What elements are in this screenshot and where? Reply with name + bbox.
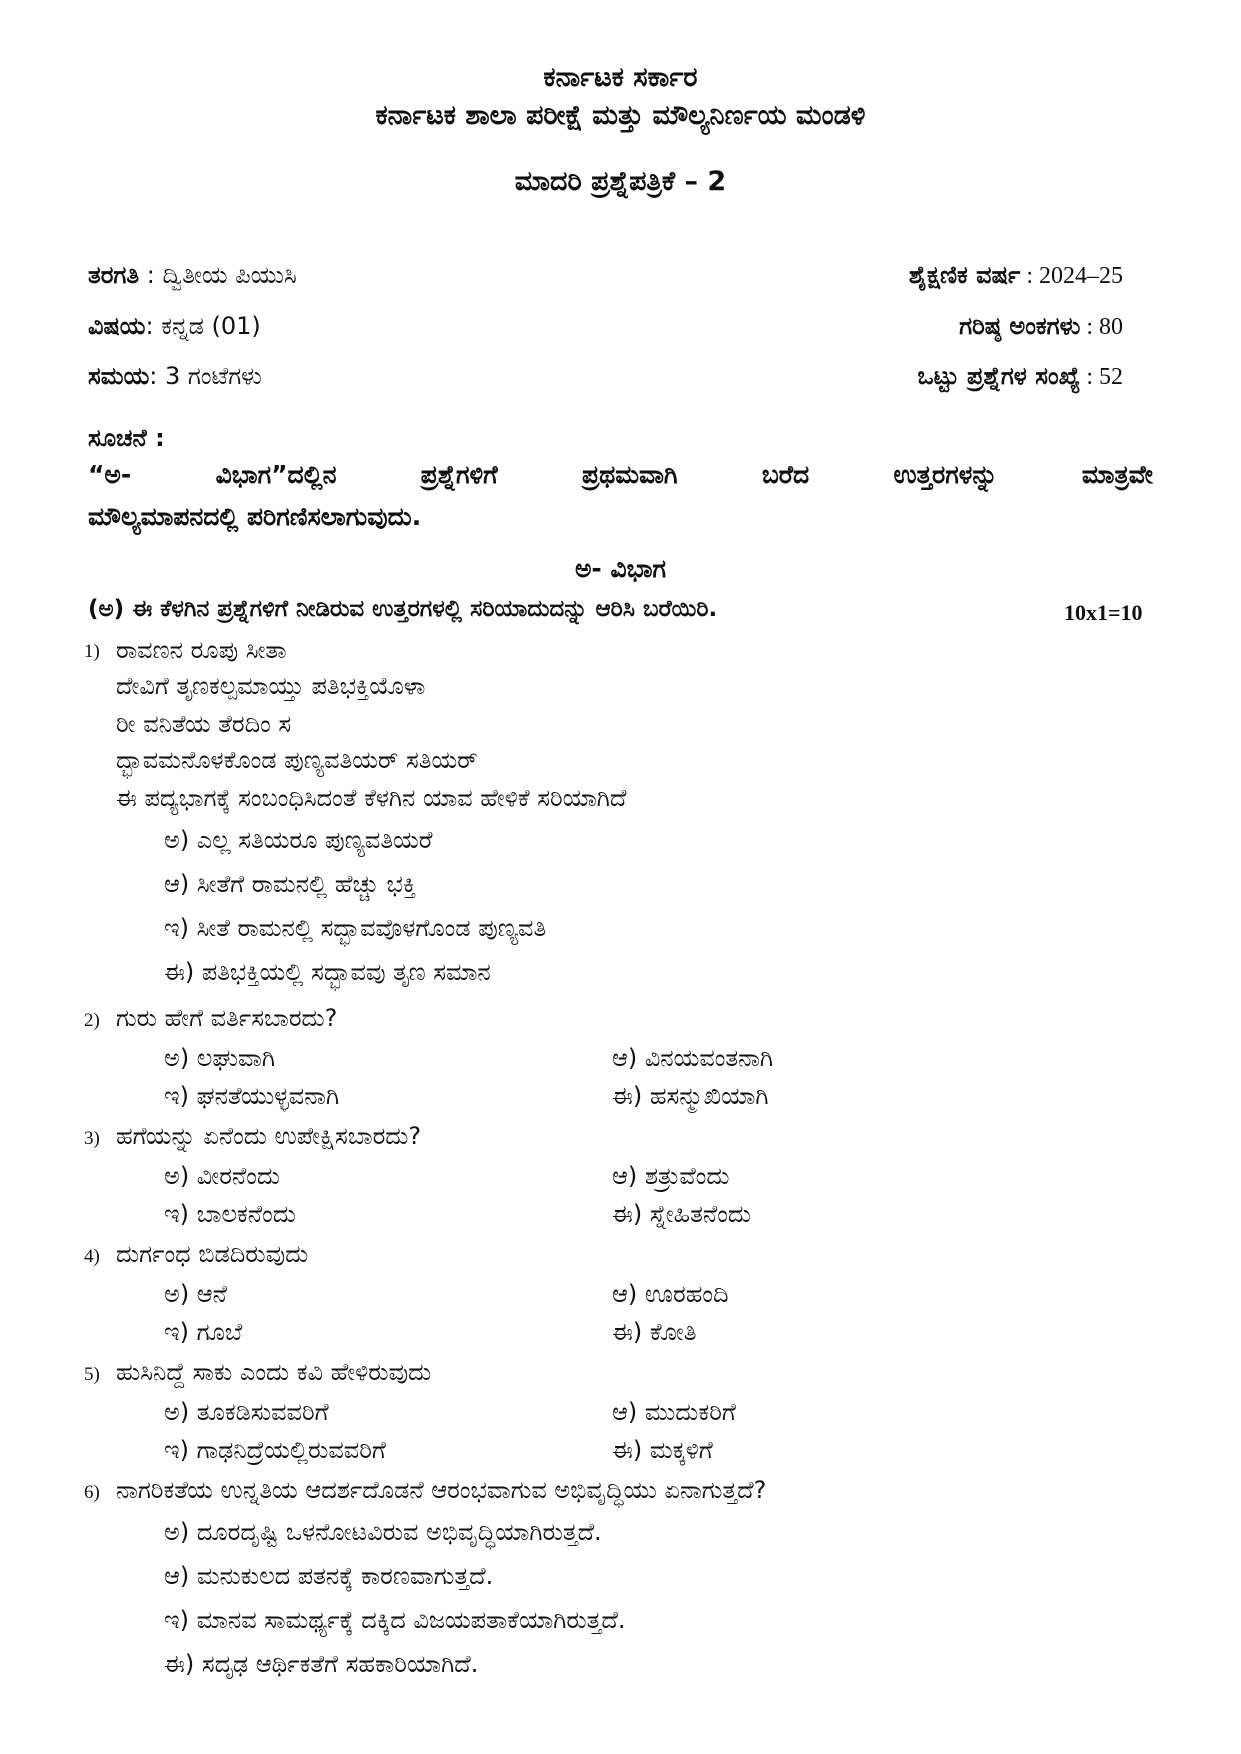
option-a: ಅ) ದೂರದೃಷ್ಟಿ ಒಳನೋಟವಿರುವ ಅಭಿವೃದ್ಧಿಯಾಗಿರುತ್ತದೆ. bbox=[164, 1518, 602, 1546]
option-d: ಈ) ಸದೃಢ ಆರ್ಥಿಕತೆಗೆ ಸಹಕಾರಿಯಾಗಿದೆ. bbox=[164, 1650, 479, 1678]
question-text-line: ರಾವಣನ ರೂಪು ಸೀತಾ bbox=[116, 636, 287, 664]
question-text-line: ರೀ ವನಿತೆಯ ತೆರದಿಂ ಸ bbox=[116, 710, 292, 738]
question-number: 2) bbox=[84, 1010, 100, 1031]
question-number: 6) bbox=[84, 1482, 100, 1503]
option-c: ಇ) ಗಾಢನಿದ್ರೆಯಲ್ಲಿರುವವರಿಗೆ bbox=[164, 1436, 386, 1464]
question-text: ಹುಸಿನಿದ್ದೆ ಸಾಕು ಎಂದು ಕವಿ ಹೇಳಿರುವುದು bbox=[116, 1358, 432, 1386]
option-d: ಈ) ಸ್ನೇಹಿತನೆಂದು bbox=[612, 1200, 751, 1228]
option-b: ಆ) ಮನುಕುಲದ ಪತನಕ್ಕೆ ಕಾರಣವಾಗುತ್ತದೆ. bbox=[164, 1562, 494, 1590]
section-marks: 10x1=10 bbox=[1064, 600, 1143, 625]
question-number: 5) bbox=[84, 1364, 100, 1385]
option-b: ಆ) ವಿನಯವಂತನಾಗಿ bbox=[612, 1044, 774, 1072]
option-b: ಆ) ಊರಹಂದಿ bbox=[612, 1280, 729, 1308]
year-info bbox=[909, 261, 1123, 290]
option-c: ಇ) ಬಾಲಕನೆಂದು bbox=[164, 1200, 296, 1228]
option-a: ಅ) ಎಲ್ಲ ಸತಿಯರೂ ಪುಣ್ಯವತಿಯರೆ bbox=[164, 826, 433, 854]
notice-line-1: “ಅ- ವಿಭಾಗ”ದಲ್ಲಿನ ಪ್ರಶ್ನೆಗಳಿಗೆ ಪ್ರಥಮವಾಗಿ ಬರೆದ ಉತ್ತರಗಳನ್ನು ಮಾತ್ರವೇ bbox=[88, 460, 1153, 489]
year-value: : 2024–25 bbox=[1020, 263, 1123, 289]
paper-title: ಮಾದರಿ ಪ್ರಶ್ನೆಪತ್ರಿಕೆ – 2 bbox=[514, 166, 727, 197]
option-a: ಅ) ಲಘುವಾಗಿ bbox=[164, 1044, 276, 1072]
year-label: ಶೈಕ್ಷಣಿಕ ವರ್ಷ bbox=[908, 261, 1021, 289]
option-b: ಆ) ಸೀತೆಗೆ ರಾಮನಲ್ಲಿ ಹೆಚ್ಚು ಭಕ್ತಿ bbox=[164, 870, 417, 898]
option-d: ಈ) ಕೋತಿ bbox=[612, 1318, 697, 1346]
total-questions-info bbox=[918, 362, 1123, 391]
subject-value: : ಕನ್ನಡ (01) bbox=[145, 312, 261, 340]
question-text-line: ಈ ಪದ್ಯಭಾಗಕ್ಕೆ ಸಂಬಂಧಿಸಿದಂತೆ ಕೆಳಗಿನ ಯಾವ ಹೇಳಿಕೆ ಸರಿಯಾಗಿದೆ bbox=[116, 784, 627, 812]
option-d: ಈ) ಪತಿಭಕ್ತಿಯಲ್ಲಿ ಸದ್ಭಾವವು ತೃಣ ಸಮಾನ bbox=[164, 958, 491, 986]
class-info bbox=[88, 261, 297, 289]
subject-label: ವಿಷಯ bbox=[88, 312, 146, 340]
question-text-line: ದ್ಭಾವಮನೊಳಕೊಂಡ ಪುಣ್ಯವತಿಯರ್ ಸತಿಯರ್ bbox=[116, 746, 478, 774]
question-text: ಗುರು ಹೇಗೆ ವರ್ತಿಸಬಾರದು? bbox=[116, 1004, 338, 1032]
section-instruction: (ಅ) ಈ ಕೆಳಗಿನ ಪ್ರಶ್ನೆಗಳಿಗೆ ನೀಡಿರುವ ಉತ್ತರಗಳಲ್ಲಿ ಸರಿಯಾದುದನ್ನು ಆರಿಸಿ ಬರೆಯಿರಿ. bbox=[88, 596, 718, 622]
option-c: ಇ) ಘನತೆಯುಳ್ಳವನಾಗಿ bbox=[164, 1082, 340, 1110]
question-number: 3) bbox=[84, 1128, 100, 1149]
class-value: : ದ್ವಿತೀಯ ಪಿಯುಸಿ bbox=[139, 261, 297, 289]
class-label: ತರಗತಿ bbox=[88, 261, 140, 289]
option-c: ಇ) ಮಾನವ ಸಾಮರ್ಥ್ಯಕ್ಕೆ ದಕ್ಕಿದ ವಿಜಯಪತಾಕೆಯಾಗಿರುತ್ತದೆ. bbox=[164, 1606, 626, 1634]
subject-info bbox=[88, 312, 261, 340]
total-questions-value: : 52 bbox=[1080, 364, 1123, 390]
option-c: ಇ) ಸೀತೆ ರಾಮನಲ್ಲಿ ಸದ್ಭಾವವೊಳಗೊಂಡ ಪುಣ್ಯವತಿ bbox=[164, 914, 547, 942]
notice-line-2: ಮೌಲ್ಯಮಾಪನದಲ್ಲಿ ಪರಿಗಣಿಸಲಾಗುವುದು. bbox=[88, 502, 422, 531]
option-a: ಅ) ತೂಕಡಿಸುವವರಿಗೆ bbox=[164, 1398, 329, 1426]
board-title: ಕರ್ನಾಟಕ ಶಾಲಾ ಪರೀಕ್ಷೆ ಮತ್ತು ಮೌಲ್ಯನಿರ್ಣಯ ಮಂಡಳಿ bbox=[375, 100, 866, 131]
option-d: ಈ) ಮಕ್ಕಳಿಗೆ bbox=[612, 1436, 713, 1464]
question-number: 1) bbox=[84, 641, 100, 662]
max-marks-label: ಗರಿಷ್ಠ ಅಂಕಗಳು bbox=[959, 312, 1081, 340]
time-label: ಸಮಯ bbox=[88, 362, 150, 390]
option-a: ಅ) ಆನೆ bbox=[164, 1280, 227, 1308]
total-questions-label: ಒಟ್ಟು ಪ್ರಶ್ನೆಗಳ ಸಂಖ್ಯೆ bbox=[917, 362, 1081, 390]
question-text: ಹಗೆಯನ್ನು ಏನೆಂದು ಉಪೇಕ್ಷಿಸಬಾರದು? bbox=[116, 1122, 422, 1150]
option-d: ಈ) ಹಸನ್ಮುಖಿಯಾಗಿ bbox=[612, 1082, 769, 1110]
notice-label: ಸೂಚನೆ : bbox=[88, 424, 165, 452]
option-a: ಅ) ವೀರನೆಂದು bbox=[164, 1162, 280, 1190]
question-number: 4) bbox=[84, 1246, 100, 1267]
question-text: ದುರ್ಗಂಧ ಬಿಡದಿರುವುದು bbox=[116, 1240, 309, 1268]
question-text-line: ದೇವಿಗೆ ತೃಣಕಲ್ಪಮಾಯ್ತು ಪತಿಭಕ್ತಿಯೊಳಾ bbox=[116, 672, 426, 700]
option-b: ಆ) ಮುದುಕರಿಗೆ bbox=[612, 1398, 736, 1426]
option-b: ಆ) ಶತ್ರುವೆಂದು bbox=[612, 1162, 730, 1190]
max-marks-value: : 80 bbox=[1080, 314, 1123, 340]
time-info bbox=[88, 362, 262, 390]
option-c: ಇ) ಗೂಬೆ bbox=[164, 1318, 243, 1346]
max-marks-info bbox=[959, 312, 1123, 341]
government-title: ಕರ್ನಾಟಕ ಸರ್ಕಾರ bbox=[543, 62, 698, 93]
question-text: ನಾಗರಿಕತೆಯ ಉನ್ನತಿಯ ಆದರ್ಶದೊಡನೆ ಆರಂಭವಾಗುವ ಅಭಿವೃದ್ಧಿಯು ಏನಾಗುತ್ತದೆ? bbox=[116, 1476, 767, 1504]
section-title: ಅ- ವಿಭಾಗ bbox=[574, 554, 667, 583]
time-value: : 3 ಗಂಟೆಗಳು bbox=[149, 362, 262, 390]
